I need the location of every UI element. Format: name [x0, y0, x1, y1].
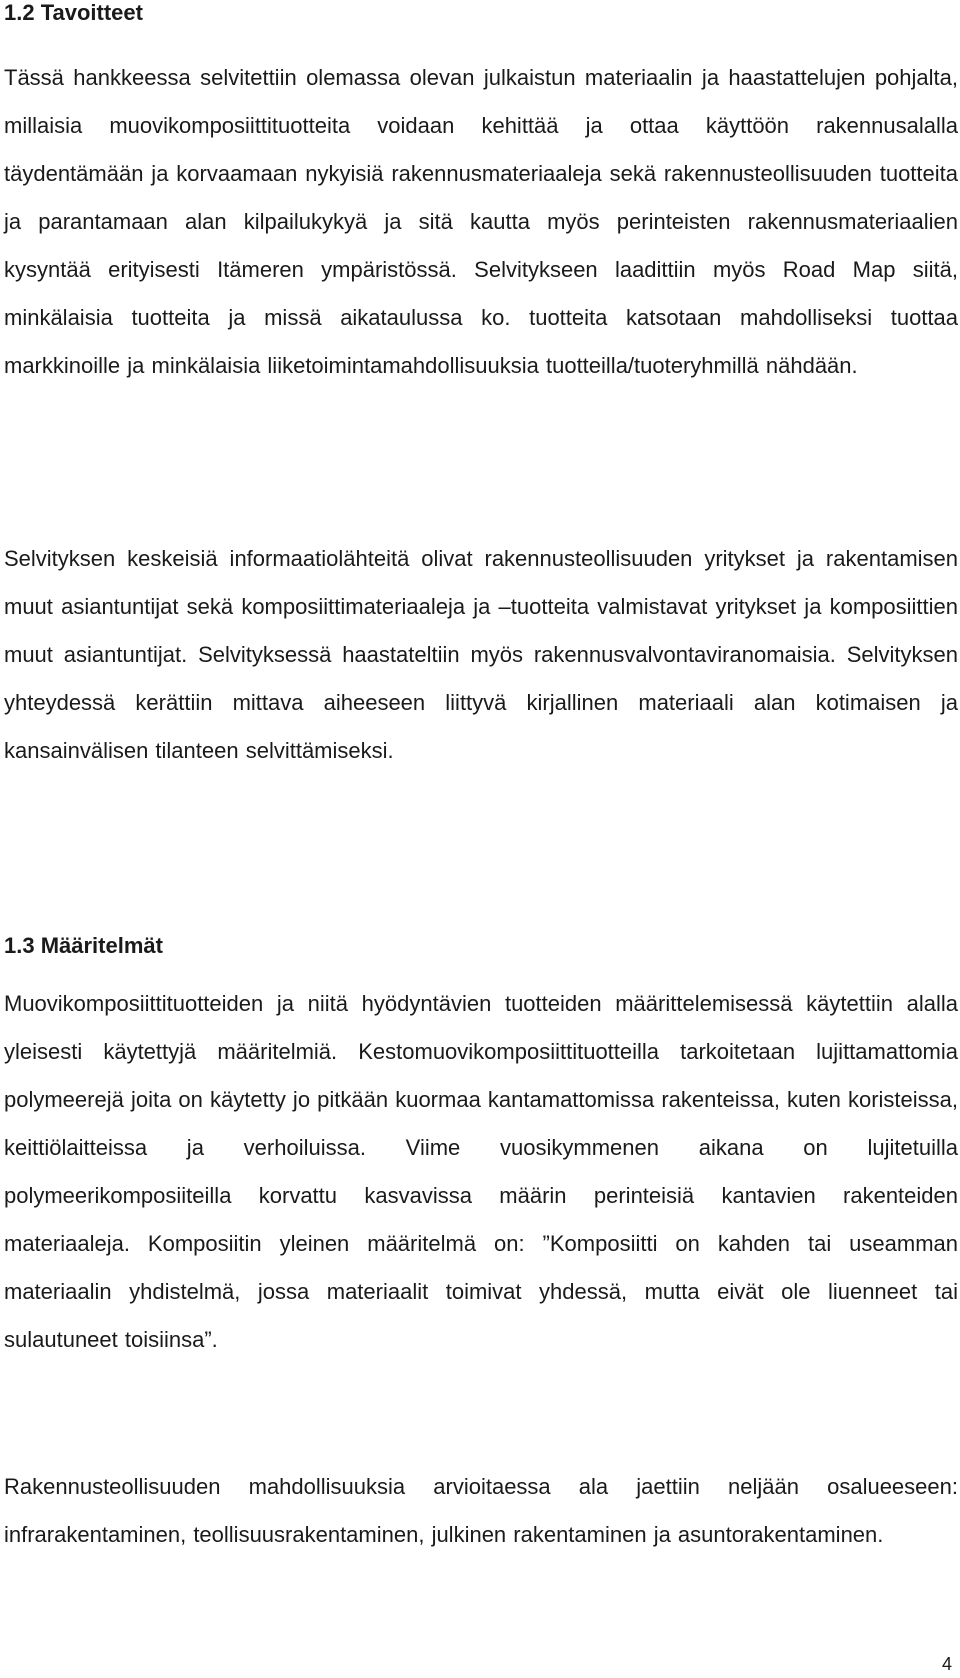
paragraph-maaritelmat-1: Muovikomposiittituotteiden ja niitä hyödyntävien tuotteiden määrittelemisessä käytettiin alalla yleisesti käytettyjä määritelmiä. Kestomuovikomposiittituotteilla tarkoitetaan lujittamattomia polymeerejä joita on käytetty jo pitkään kuormaa kantamattomissa rakenteissa, kuten koristeissa, keittiölaitteissa ja verhoiluissa. Viime vuosikymmenen aikana on lujitetuilla polymeerikomposiiteilla korvattu kasvavissa määrin perinteisiä kantavien rakenteiden materiaaleja. Komposiitin yleinen määritelmä on: ”Komposiitti on kahden tai useamman materiaalin yhdistelmä, jossa materiaalit toimivat yhdessä, mutta eivät ole liuenneet tai sulautuneet toisiinsa”.: [4, 991, 959, 1352]
page-number: 4: [941, 1654, 952, 1674]
paragraph-tavoitteet-2: Selvityksen keskeisiä informaatiolähteitä olivat rakennusteollisuuden yritykset ja rakentamisen muut asiantuntijat sekä komposiittimateriaaleja ja –tuotteita valmistavat yritykset ja komposiittien muut asiantuntijat. Selvityksessä haastateltiin myös rakennusvalvontaviranomaisia. Selvityksen yhteydessä kerättiin mittava aiheeseen liittyvä kirjallinen materiaali alan kotimaisen ja kansainvälisen tilanteen selvittämiseksi.: [4, 546, 958, 763]
section-heading-maaritelmat: 1.3 Määritelmät: [4, 933, 163, 958]
paragraph-tavoitteet-1: Tässä hankkeessa selvitettiin olemassa olevan julkaistun materiaalin ja haastattelujen pohjalta, millaisia muovikomposiittituotteita voidaan kehittää ja ottaa käyttöön rakennusalalla täydentämään ja korvaamaan nykyisiä rakennusmateriaaleja sekä rakennusteollisuuden tuotteita ja parantamaan alan kilpailukykyä ja sitä kautta myös perinteisten rakennusmateriaalien kysyntää erityisesti Itämeren ympäristössä. Selvitykseen laadittiin myös Road Map siitä, minkälaisia tuotteita ja missä aikataulussa ko. tuotteita katsotaan mahdolliseksi tuottaa markkinoille ja minkälaisia liiketoimintamahdollisuuksia tuotteilla/tuoteryhmillä nähdään.: [4, 65, 958, 378]
section-heading-tavoitteet: 1.2 Tavoitteet: [4, 0, 143, 25]
paragraph-maaritelmat-2: Rakennusteollisuuden mahdollisuuksia arvioitaessa ala jaettiin neljään osalueeseen: infrarakentaminen, teollisuusrakentaminen, julkinen rakentaminen ja asuntorakentaminen.: [4, 1474, 958, 1547]
